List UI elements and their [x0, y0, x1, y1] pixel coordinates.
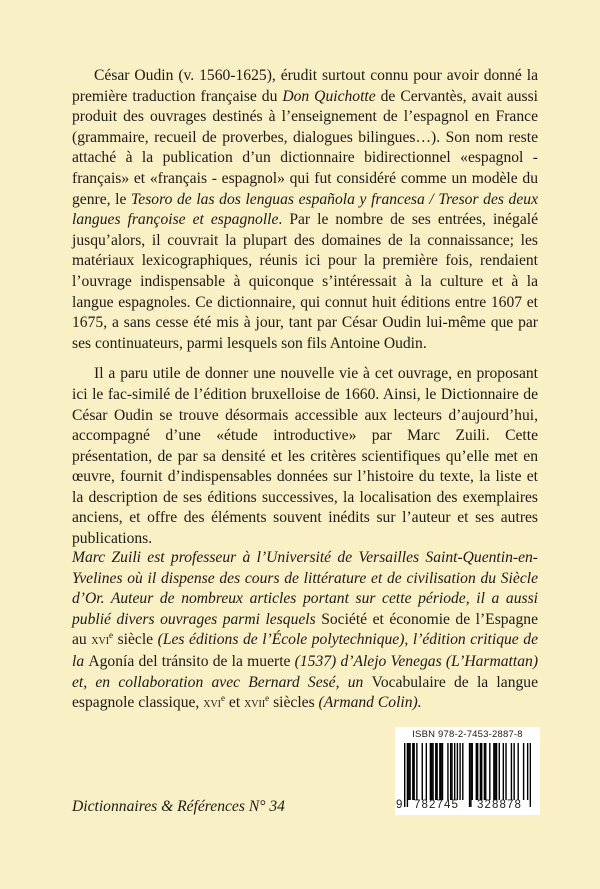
barcode-bar — [450, 743, 451, 800]
barcode-bar — [496, 743, 497, 800]
bio-book-title: et — [225, 694, 245, 712]
bio-book-title: Vocabulaire de la langue espagnole classique, — [72, 673, 539, 712]
barcode-bar — [454, 743, 455, 800]
bio-part: (Armand Colin). — [314, 694, 422, 712]
bio-book-title: siècle — [113, 631, 154, 649]
bio-superscript: e — [265, 693, 270, 704]
bio-book-title: Société et économie de l’Espagne au — [72, 610, 538, 649]
barcode-bar — [459, 743, 460, 800]
barcode-right-digits: 328878 — [477, 799, 522, 811]
barcode-bar — [530, 743, 531, 807]
barcode-bar — [477, 743, 478, 800]
barcode-bar — [462, 743, 463, 800]
barcode-bar — [440, 743, 441, 800]
barcode-bar — [439, 743, 440, 800]
barcode-bar — [481, 743, 482, 800]
barcode-bar — [430, 743, 431, 800]
series-line: Dictionnaires & Références N° 34 — [72, 798, 285, 815]
barcode-first-digit: 9 — [396, 799, 403, 811]
paragraph-edition: Il a paru utile de donner une nouvelle vie à cet ouvrage, en proposant ici le fac-similé de l’édition bruxelloise de 1660. Ainsi, le Dictionnaire de César Oudin se trouve désormais accessible aux lecteurs d’aujourd’hui, accompagné d’une «étude introductive» par Marc Zuili. Cette présentation, de par sa densité et les critères scientifiques qu’elle met en œuvre, fournit d’indispensables données sur l’histoire du texte, la liste et la description de ses éditions successives, la localisation des exemplaires anciens, et offre des éléments souvent inédits sur l’auteur et ses autres publications. — [72, 365, 538, 548]
barcode-bar — [412, 743, 413, 800]
barcode-bar — [489, 743, 490, 800]
bio-part: (1537) d’Alejo Venegas (L’Harmattan) et, en collaboration avec Bernard Sesé, un — [72, 652, 539, 691]
barcode-bar — [408, 743, 409, 800]
barcode-bar — [447, 743, 448, 800]
title-don-quichotte: Don Quichotte — [282, 87, 376, 105]
barcode-bar — [484, 743, 485, 800]
bio-book-title: del tránsito de la muerte — [134, 652, 291, 670]
barcode-bar — [407, 743, 408, 807]
barcode-bar — [451, 743, 452, 800]
paragraph-intro-part: . Par le nombre de ses entrées, inégalé jusqu’alors, il couvrait la plupart des domaines de la connaissance; les matériaux lexicographiques, réunis ici pour la première fois, rendaient l’ouvrage indispensable à quiconque s’intéressait à la culture et à la langue espagnoles. Ce dictionnaire, qui connut huit éditions entre 1607 et 1675, a sans cesse été mis à jour, tant par César Oudin lui-même que par ses continuateurs, parmi lesquels son fils Antoine Oudin. — [72, 211, 538, 352]
barcode-bar — [505, 743, 506, 800]
author-bio — [72, 548, 538, 715]
paragraph-intro-part: de Cervantès, avait aussi produit des ouvrages destinés à l’enseignement de l’espagnol en France (grammaire, recueil de proverbes, dialogues bilingues…). Son nom reste attaché à la publication d’un dictionnaire bidirectionnel «espagnol - français» et «français - espagnol» qui fut considéré comme un modèle du genre, le — [72, 87, 538, 208]
bio-century: xvi — [203, 696, 221, 712]
barcode-bar — [457, 743, 458, 800]
bio-superscript: e — [109, 630, 114, 641]
barcode-bar — [404, 743, 405, 807]
title-tesoro: Tesoro de las dos lenguas española y francesa / Tresor des deux langues françoise et espagnolle — [72, 190, 538, 229]
barcode-bar — [511, 743, 512, 800]
isbn-barcode — [395, 727, 540, 815]
barcode-bar — [469, 743, 470, 807]
barcode-bar — [485, 743, 486, 800]
barcode-bars — [404, 743, 531, 807]
barcode-bar — [426, 743, 427, 800]
barcode-bar — [432, 743, 433, 800]
barcode-bar — [409, 743, 410, 800]
bio-book-title: siècles — [269, 694, 315, 712]
blurb — [72, 66, 538, 550]
barcode-bar — [442, 743, 443, 800]
barcode-bar — [431, 743, 432, 800]
bio-century: xvii — [244, 696, 266, 712]
barcode-bar — [523, 743, 524, 800]
barcode-bar — [517, 743, 518, 800]
barcode-bar — [480, 743, 481, 800]
bio-book-title: Agonía — [88, 652, 135, 670]
barcode-bar — [495, 743, 496, 800]
isbn-label: ISBN 978-2-7453-2887-8 — [412, 729, 523, 740]
author-bio-text — [72, 548, 538, 715]
barcode-bar — [422, 743, 423, 800]
bio-century: xvi — [91, 633, 110, 649]
bio-part: (Les éditions de l’École polytechnique), l’édition critique de la — [72, 631, 538, 670]
barcode-bar — [472, 743, 473, 800]
barcode-bar — [470, 743, 471, 807]
barcode-left-digits: 782745 — [414, 799, 459, 811]
barcode-bar — [416, 743, 417, 800]
barcode-bar — [527, 743, 528, 800]
bio-superscript: e — [221, 693, 225, 704]
barcode-bar — [503, 743, 504, 800]
barcode-bar — [513, 743, 514, 800]
barcode-bar — [435, 743, 436, 800]
bio-part: Marc Zuili est professeur à l’Université de Versailles Saint-Quentin-en-Yvelines où il dispense des cours de littérature et de civilisation du Siècle d’Or. Auteur de nombreux articles portant sur cette période, il a aussi publié divers ouvrages parmi lesquels — [72, 549, 538, 628]
barcode-bar — [436, 743, 437, 800]
paragraph-intro-part: César Oudin (v. 1560-1625), érudit surtout connu pour avoir donné la première traduction française du — [72, 67, 538, 105]
paragraph-intro — [72, 66, 538, 354]
barcode-bar — [493, 743, 494, 800]
barcode-bar — [413, 743, 414, 800]
barcode-bar — [499, 743, 500, 800]
barcode-bar — [476, 743, 477, 800]
